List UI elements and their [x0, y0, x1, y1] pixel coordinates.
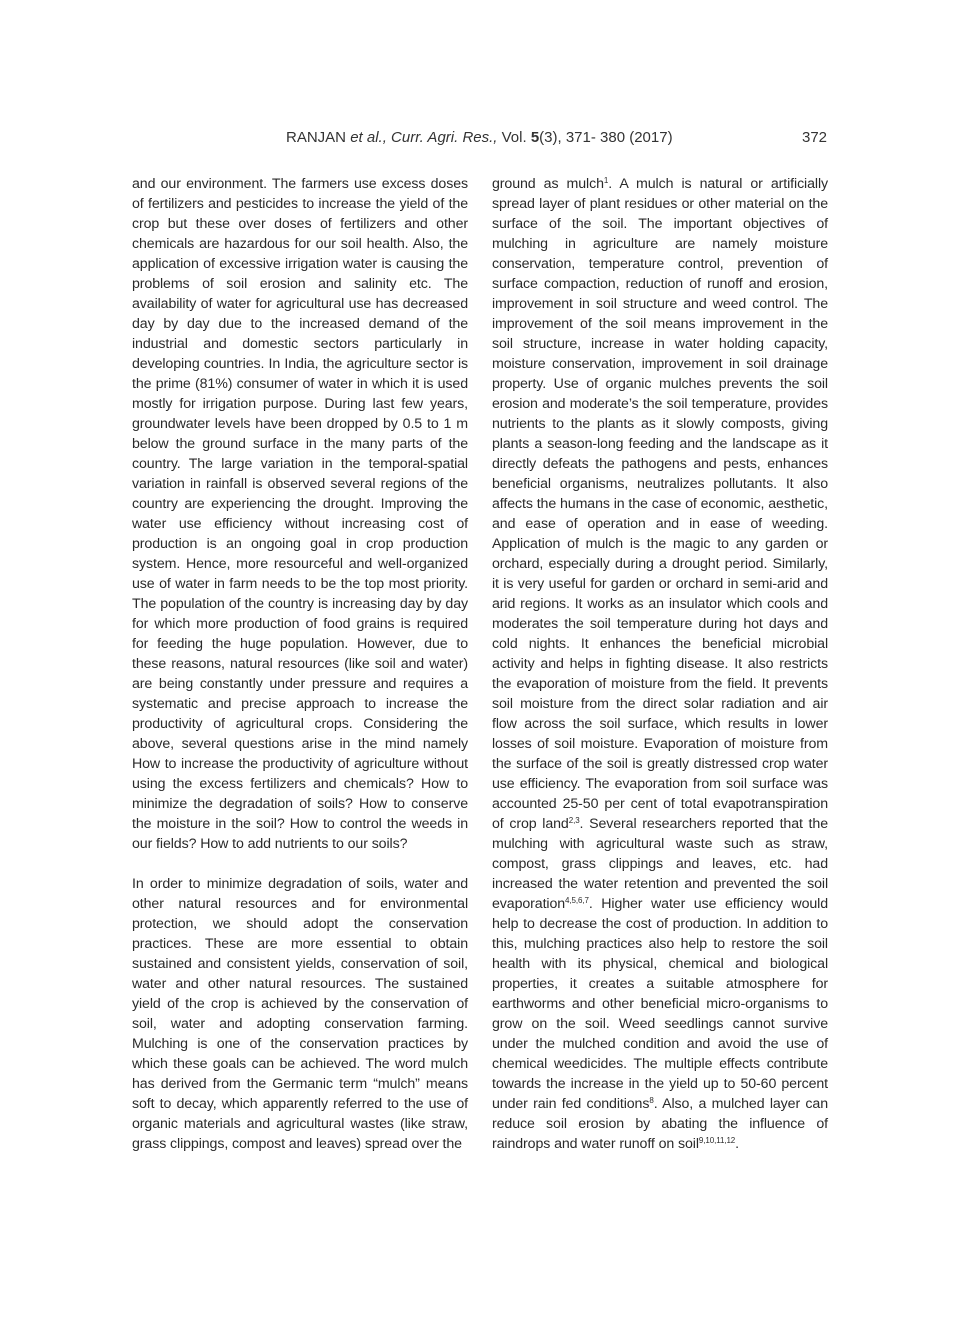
text-segment: . A mulch is natural or artificially spread layer of plant residues or other material on the surface of the soil. The important objectives of mulching in agriculture are namely moisture conservation, temperature control, prevention of surface compaction, reduction of runoff and erosion, improvement in soil structure and weed control. The improvement of the soil means improvement in the soil structure, increase in water holding capacity, moisture conservation, improvement in soil drainage property. Use of organic mulches prevents the soil erosion and moderate’s the soil temperature, provides nutrients to the plants as it slowly composts, giving plants a season-long feeding and the landscape as it directly defeats the pathogens and pests, enhances beneficial organisms, neutralizes pollutants. It also affects the humans in the case of economic, aesthetic, and ease of operation and in ease of weeding. Application of mulch is the magic to any garden or orchard, especially during a drought period. Similarly, it is very useful for garden or orchard in semi-arid and arid regions. It works as an insulator which cools and moderates the soil temperature during hot days and cold nights. It enhances the beneficial microbial activity and helps in fighting disease. It also restricts the evaporation of moisture from the field. It prevents soil moisture from the direct solar radiation and air flow across the soil surface, which results in lower losses of soil moisture. Evaporation of moisture from the surface of the soil is greatly distressed crop water use efficiency. The evaporation from soil surface was accounted 25-50 per cent of total evapotranspiration of crop land [492, 176, 828, 832]
text-segment: . Several researchers reported that the mulching with agricultural waste such as straw, compost, grass clippings and leaves, etc. had increased the water retention and prevented the soil evaporation [492, 816, 828, 912]
header-etal: et al., [350, 129, 387, 146]
citation-ref: 8 [649, 1096, 654, 1105]
header-volume: 5 [530, 129, 540, 146]
text-segment: . Also, a mulched layer can reduce soil erosion by abating the influence of raindrops and water runoff on soil [492, 1096, 828, 1152]
text-segment: ground as mulch [492, 176, 604, 192]
header-journal: Curr. Agri. Res., [391, 129, 498, 146]
header-citation [286, 129, 673, 146]
header-author: RANJAN [286, 129, 347, 146]
header-vol-label: Vol. [501, 129, 527, 146]
right-column [492, 174, 828, 1154]
paragraph: In order to minimize degradation of soils, water and other natural resources and for environmental protection, we should adopt the conservation practices. These are more essential to obtain sustained and consistent yields, conservation of soil, water and other natural resources. The sustained yield of the crop is achieved by the conservation of soil, water and adopting conservation farming. Mulching is one of the conservation practices by which these goals can be achieved. The word mulch has derived from the Germanic term “mulch” means soft to decay, which apparently referred to the use of organic materials and agricultural wastes (like straw, grass clippings, compost and leaves) spread over the [132, 876, 468, 1152]
citation-ref: 4,5,6,7 [565, 896, 589, 905]
paragraph: and our environment. The farmers use excess doses of fertilizers and pesticides to increase the yield of the crop but these over doses of fertilizers and other chemicals are hazardous for our soil health. Also, the application of excessive irrigation water is causing the problems of soil erosion and salinity etc. The availability of water for agricultural use has decreased day by day due to the increased demand of the industrial and domestic sectors particularly in developing countries. In India, the agriculture sector is the prime (81%) consumer of water in which it is used mostly for irrigation purpose. During last few years, groundwater levels have been dropped by 0.5 to 1 m below the ground surface in the many parts of the country. The large variation in the temporal-spatial variation in rainfall is observed several regions of the country are experiencing the drought. Improving the water use efficiency without increasing cost of production is an ongoing goal in crop production system. Hence, more resourceful and well-organized use of water in farm needs to be the top most priority. The population of the country is increasing day by day for which more production of food grains is required for feeding the huge population. However, due to these reasons, natural resources (like soil and water) are being constantly under pressure and requires a systematic and precise approach to increase the productivity of agricultural crops. Considering the above, several questions arise in the mind namely How to increase the productivity of agriculture without using the excess fertilizers and chemicals? How to minimize the degradation of soils? How to conserve the moisture in the soil? How to control the weeds in our fields? How to add nutrients to our soils? [132, 176, 468, 852]
citation-ref: 9,10,11,12 [698, 1136, 736, 1145]
text-segment: . Higher water use efficiency would help to decrease the cost of production. In addition to this, mulching practices also help to restore the soil health with its physical, chemical and biological properties, it creates a suitable atmosphere for earthworms and other beneficial micro-organisms to grow on the soil. Weed seedlings cannot survive under the mulched condition and avoid the use of chemical weedicides. The multiple effects contribute towards the increase in the yield up to 50-60 percent under rain fed conditions [492, 896, 828, 1112]
citation-ref: 1 [603, 176, 609, 185]
paragraph [492, 174, 828, 1154]
text-segment: . [735, 1136, 739, 1152]
page-number: 372 [802, 129, 828, 146]
running-header [0, 129, 960, 151]
left-column [132, 174, 468, 1154]
header-issue-pages-year: (3), 371- 380 (2017) [539, 129, 673, 146]
citation-ref: 2,3 [568, 816, 580, 825]
